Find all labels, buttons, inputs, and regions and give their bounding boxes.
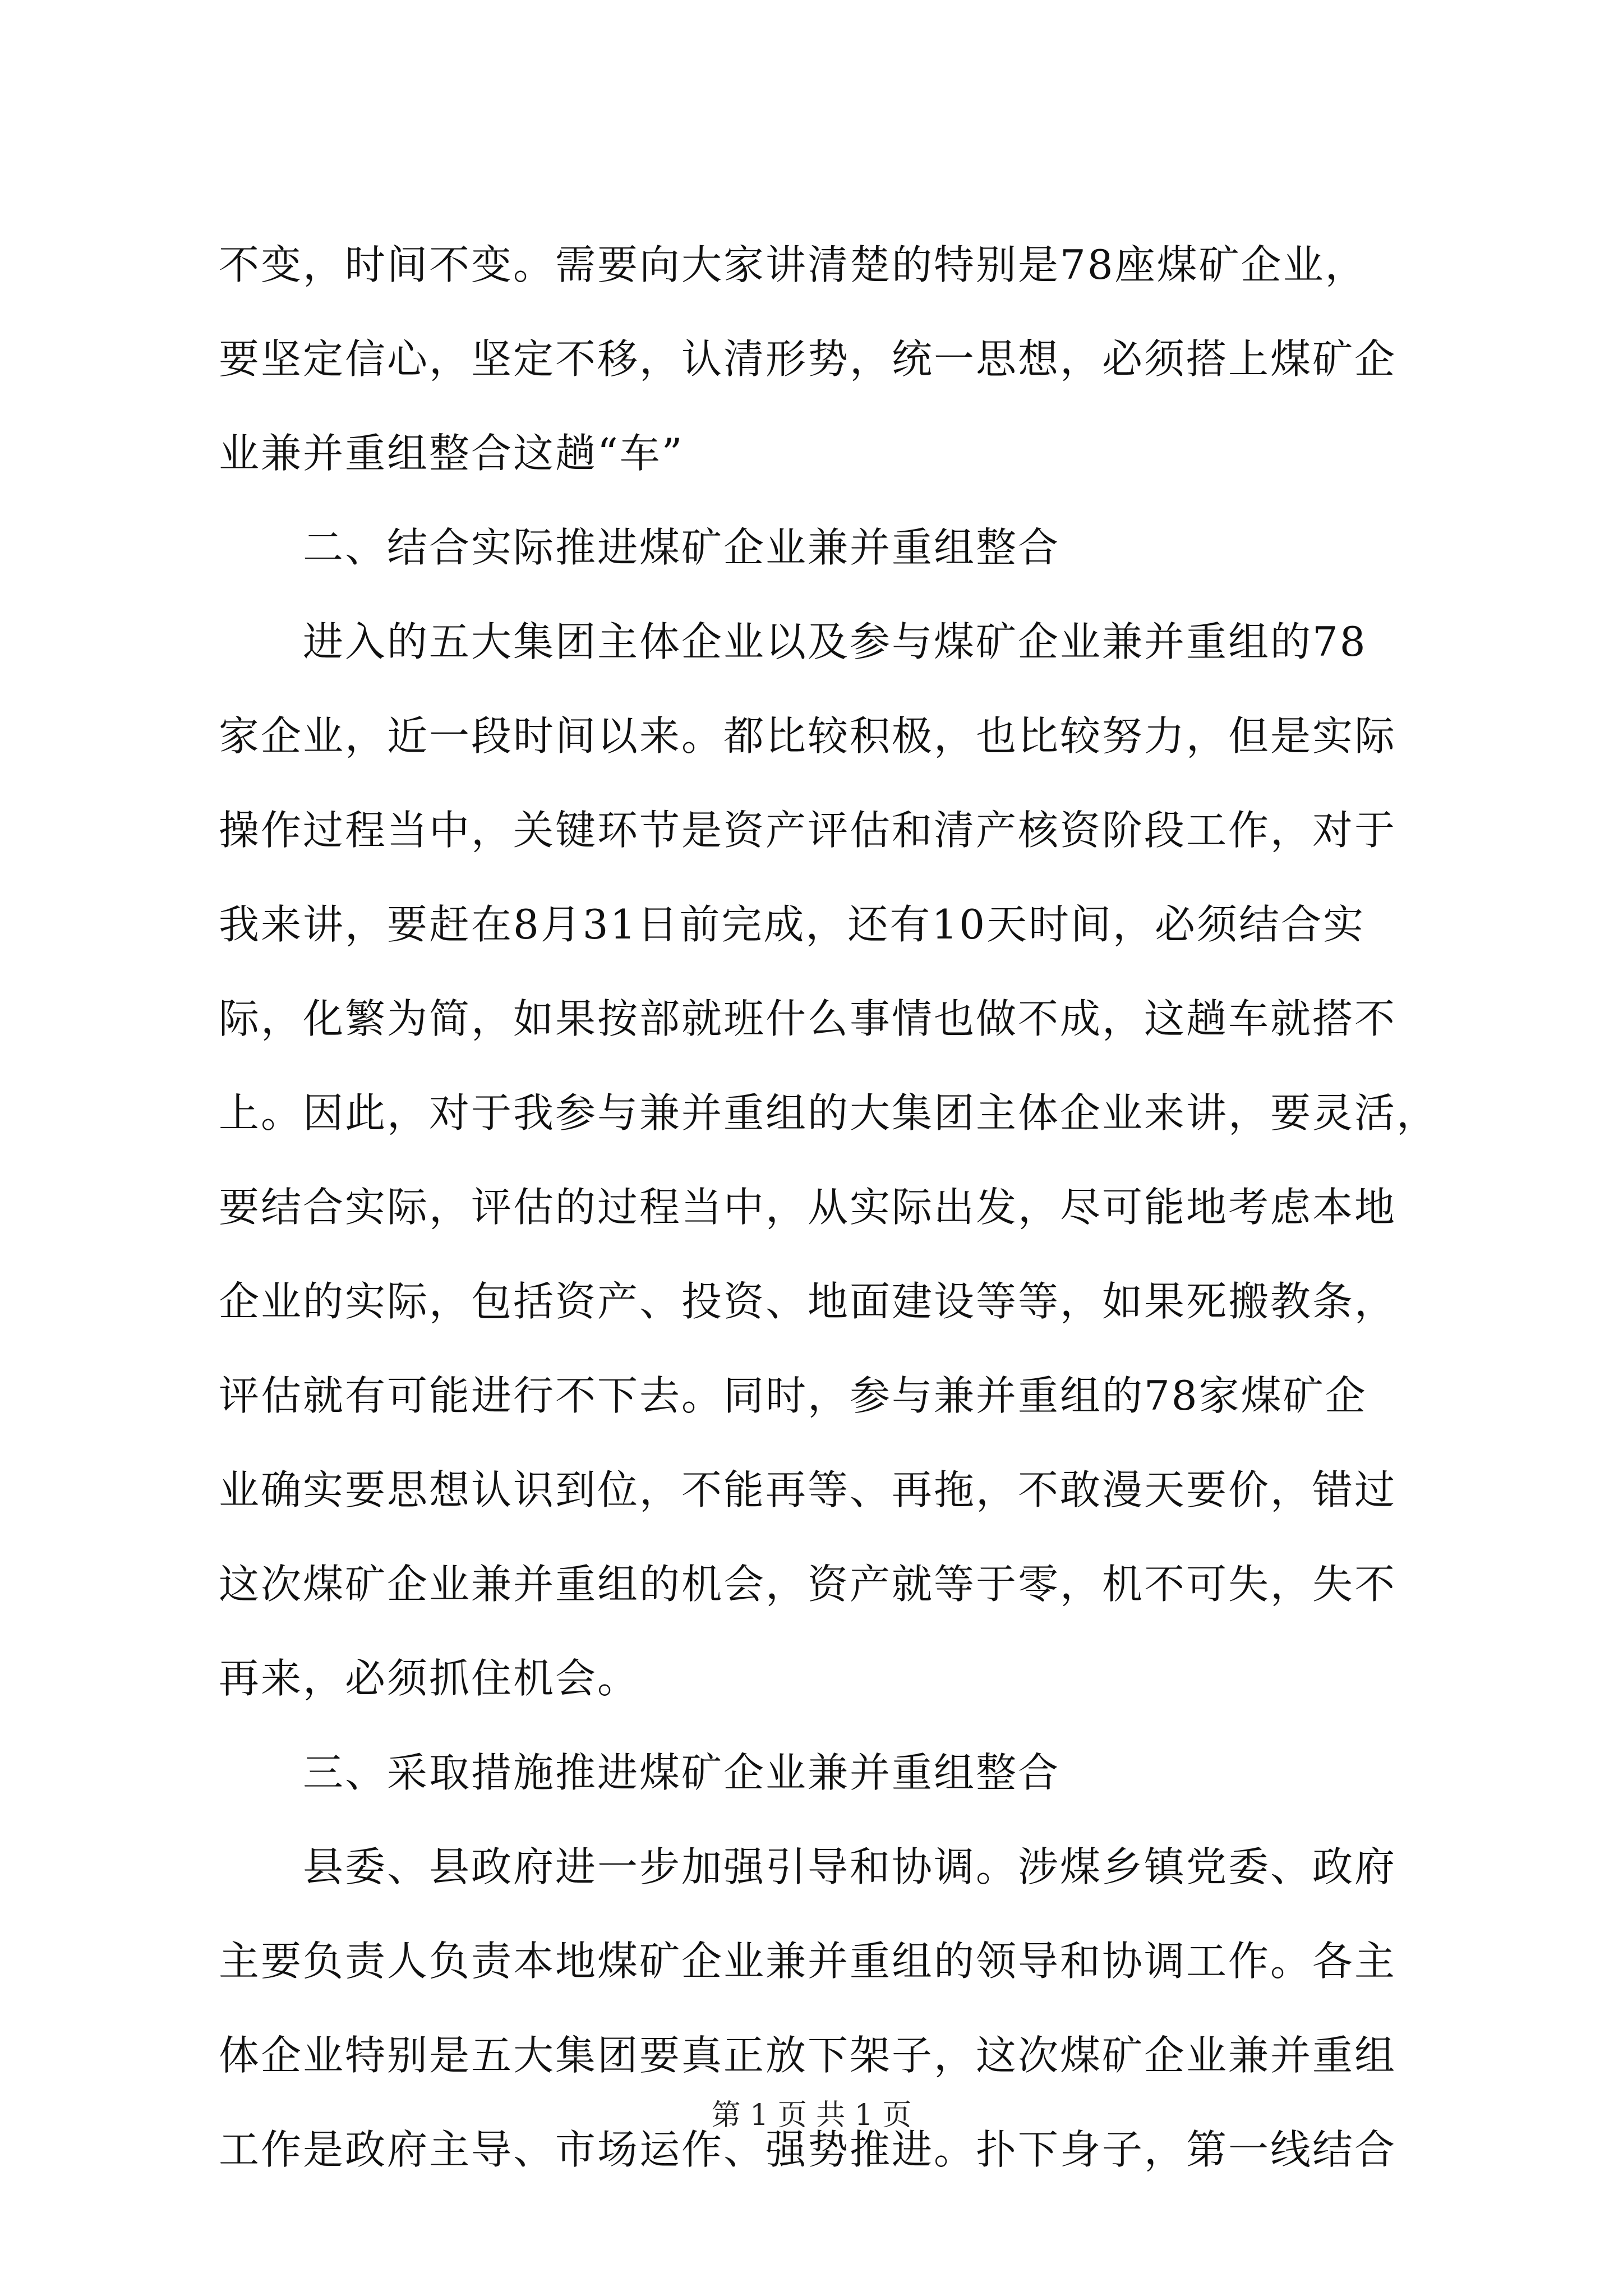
body-line: 企业的实际，包括资产、投资、地面建设等等，如果死搬教条， — [219, 1278, 1397, 1325]
section-heading-3: 三、采取措施推进煤矿企业兼并重组整合 — [303, 1749, 1061, 1796]
body-line: 再来，必须抓住机会。 — [219, 1655, 640, 1702]
body-line: 工作是政府主导、市场运作、强势推进。扑下身子，第一线结合 — [219, 2126, 1397, 2173]
section-heading-2: 二、结合实际推进煤矿企业兼并重组整合 — [303, 524, 1061, 571]
body-line: 业确实要思想认识到位，不能再等、再拖，不敢漫天要价，错过 — [219, 1466, 1397, 1513]
body-line: 这次煤矿企业兼并重组的机会，资产就等于零，机不可失，失不 — [219, 1561, 1397, 1608]
body-line: 体企业特别是五大集团要真正放下架子，这次煤矿企业兼并重组 — [219, 2032, 1397, 2079]
body-line: 不变，时间不变。需要向大家讲清楚的特别是78座煤矿企业， — [219, 241, 1367, 288]
page-footer: 第 1 页 共 1 页 — [711, 2099, 912, 2132]
body-line: 进入的五大集团主体企业以及参与煤矿企业兼并重组的78 — [303, 618, 1367, 665]
body-line: 要结合实际，评估的过程当中，从实际出发，尽可能地考虑本地 — [219, 1184, 1397, 1231]
body-line: 主要负责人负责本地煤矿企业兼并重组的领导和协调工作。各主 — [219, 1938, 1397, 1985]
body-line: 评估就有可能进行不下去。同时，参与兼并重组的78家煤矿企 — [219, 1372, 1367, 1419]
document-body — [219, 218, 1439, 2197]
body-line: 要坚定信心，坚定不移，认清形势，统一思想，必须搭上煤矿企 — [219, 335, 1397, 383]
body-line: 家企业，近一段时间以来。都比较积极，也比较努力，但是实际 — [219, 712, 1397, 760]
body-line: 操作过程当中，关键环节是资产评估和清产核资阶段工作，对于 — [219, 807, 1397, 854]
body-line: 我来讲，要赶在8月31日前完成，还有10天时间，必须结合实 — [219, 901, 1366, 948]
body-line: 业兼并重组整合这趟“车” — [219, 430, 684, 477]
body-line: 上。因此，对于我参与兼并重组的大集团主体企业来讲，要灵活， — [219, 1089, 1439, 1137]
body-line: 县委、县政府进一步加强引导和协调。涉煤乡镇党委、政府 — [303, 1843, 1397, 1890]
body-line: 际，化繁为简，如果按部就班什么事情也做不成，这趟车就搭不 — [219, 995, 1397, 1042]
